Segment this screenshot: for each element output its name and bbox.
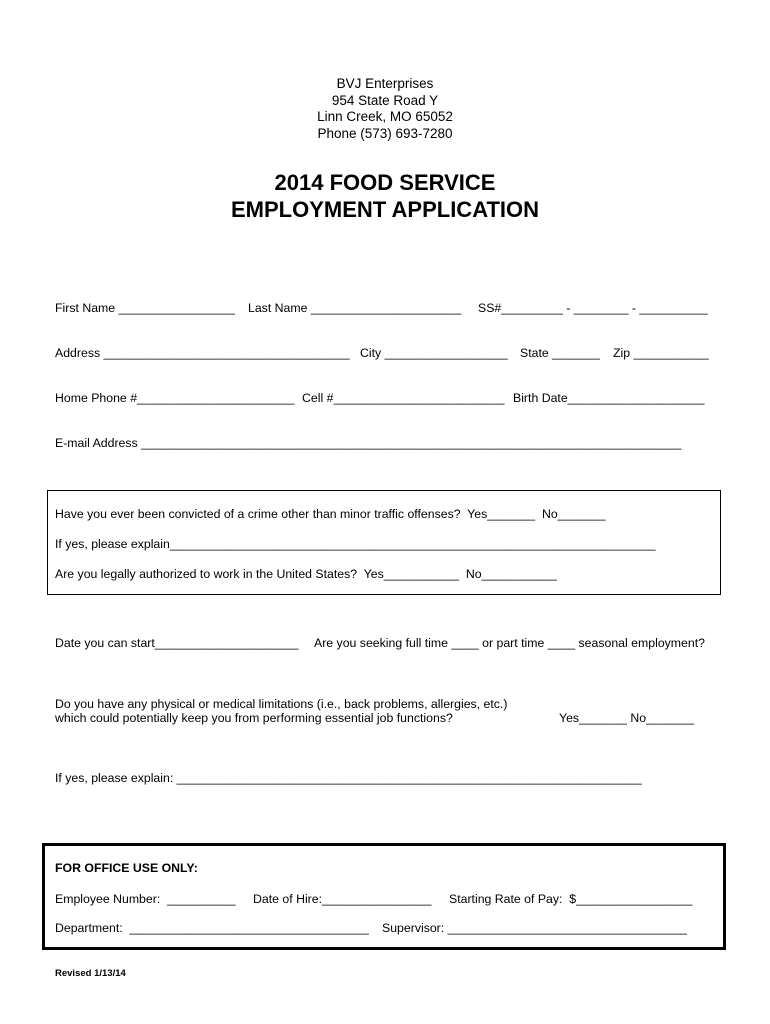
limitations-question-line2: which could potentially keep you from performing essential job functions? <box>55 711 453 725</box>
address-field[interactable]: Address ____________________________________ <box>55 346 350 360</box>
department-field[interactable]: Department: ___________________________________ <box>55 921 369 935</box>
company-name: BVJ Enterprises <box>336 76 434 91</box>
work-authorization-question[interactable]: Are you legally authorized to work in the United States? Yes___________ No___________ <box>55 567 557 581</box>
email-field[interactable]: E-mail Address _______________________________________________________________________________ <box>55 436 682 450</box>
ssn-field[interactable]: SS#_________ - ________ - __________ <box>478 301 708 315</box>
starting-rate-field[interactable]: Starting Rate of Pay: $_________________ <box>449 892 693 906</box>
state-field[interactable]: State _______ <box>520 346 601 360</box>
city-field[interactable]: City __________________ <box>360 346 508 360</box>
limitations-yes-no[interactable]: Yes_______ No_______ <box>559 711 694 725</box>
page-subtitle: EMPLOYMENT APPLICATION <box>231 197 539 222</box>
revision-note: Revised 1/13/14 <box>55 968 126 979</box>
cell-field[interactable]: Cell #_________________________ <box>302 391 505 405</box>
company-street: 954 State Road Y <box>331 92 439 108</box>
limitations-explain-field[interactable]: If yes, please explain: ____________________________________________________________________ <box>55 771 642 785</box>
supervisor-field[interactable]: Supervisor: ___________________________________ <box>382 921 687 935</box>
office-use-heading: FOR OFFICE USE ONLY: <box>55 861 198 875</box>
employee-number-field[interactable]: Employee Number: __________ <box>55 892 236 906</box>
company-city-line: Linn Creek, MO 65052 <box>317 109 453 124</box>
home-phone-field[interactable]: Home Phone #_______________________ <box>55 391 295 405</box>
last-name-field[interactable]: Last Name ______________________ <box>248 301 462 315</box>
employment-type-question[interactable]: Are you seeking full time ____ or part time ____ seasonal employment? <box>314 636 705 650</box>
company-phone: Phone (573) 693-7280 <box>317 125 453 141</box>
convicted-explain-field[interactable]: If yes, please explain_______________________________________________________________________ <box>55 537 656 551</box>
zip-field[interactable]: Zip ___________ <box>613 346 709 360</box>
page-title: 2014 FOOD SERVICE <box>274 170 496 195</box>
start-date-field[interactable]: Date you can start_____________________ <box>55 636 299 650</box>
limitations-question-line1: Do you have any physical or medical limitations (i.e., back problems, allergies, etc.) <box>55 697 508 711</box>
birth-date-field[interactable]: Birth Date____________________ <box>513 391 705 405</box>
first-name-field[interactable]: First Name _________________ <box>55 301 235 315</box>
date-of-hire-field[interactable]: Date of Hire:________________ <box>253 892 432 906</box>
convicted-question[interactable]: Have you ever been convicted of a crime other than minor traffic offenses? Yes_______ No_______ <box>55 507 606 521</box>
